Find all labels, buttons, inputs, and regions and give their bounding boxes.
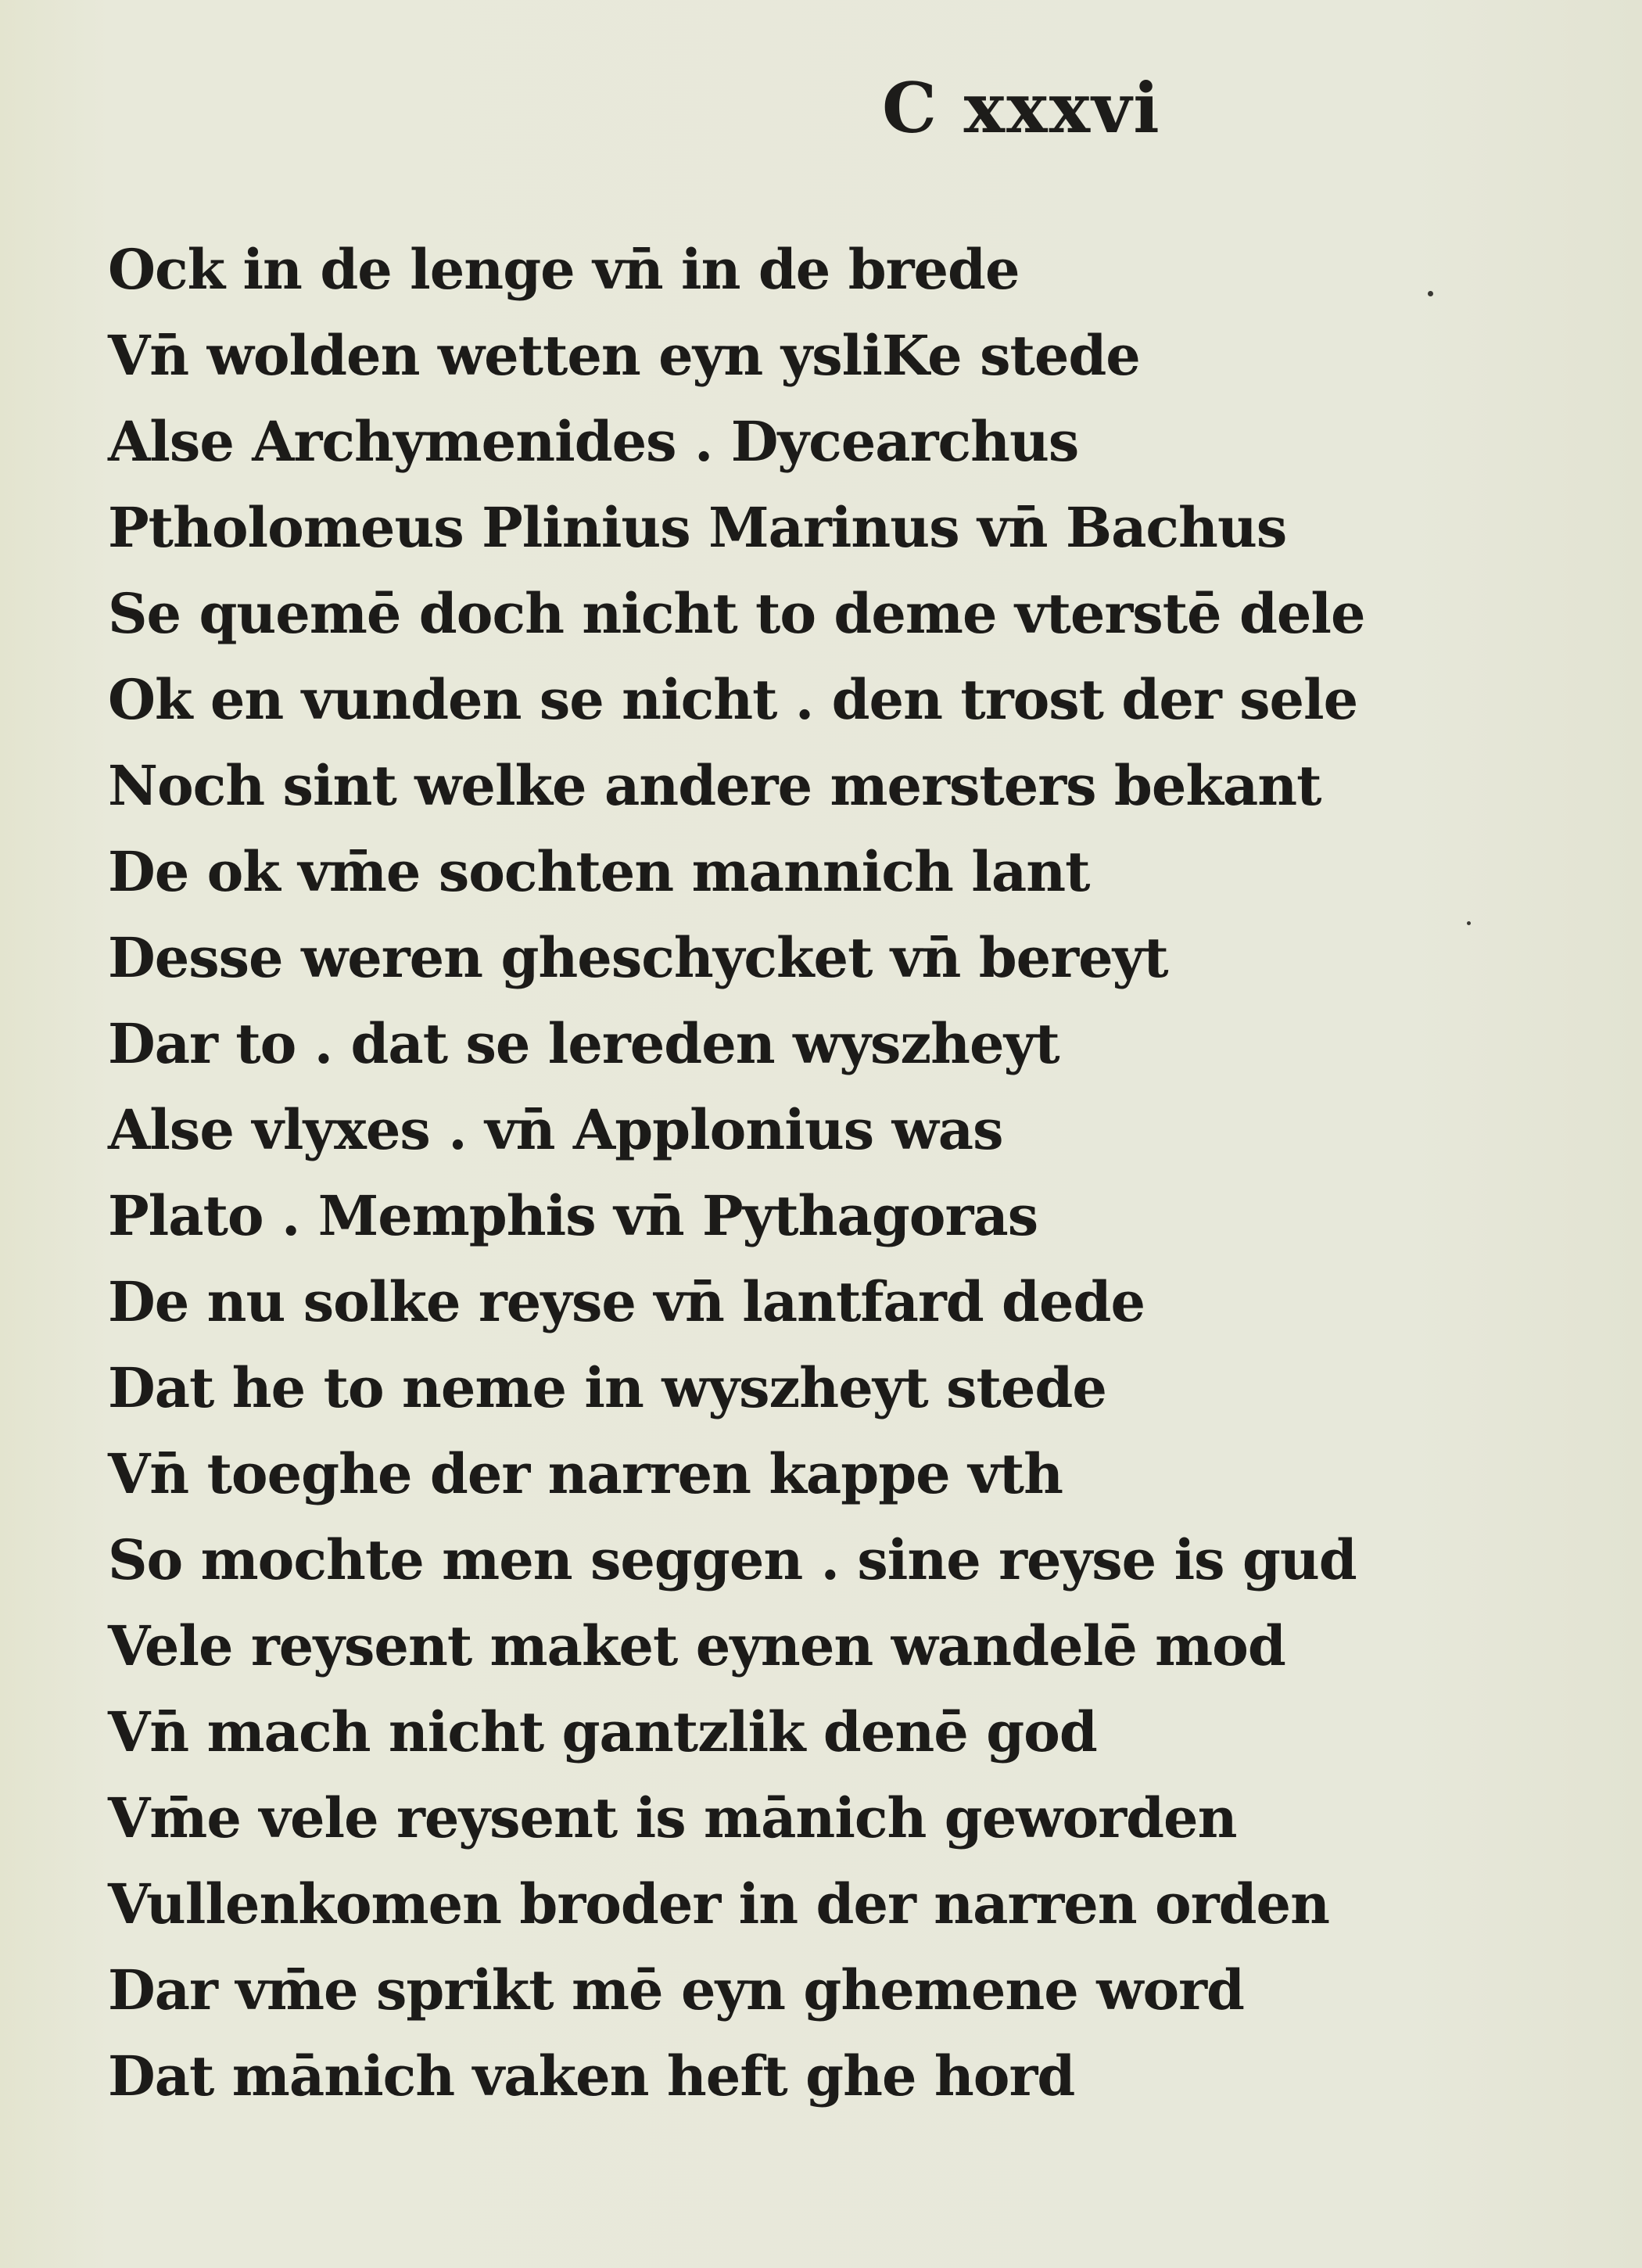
- verse-line: Alse vlyxes . vn̄ Applonius was: [108, 1097, 1003, 1162]
- verse-line: Vn̄ toeghe der narren kappe vth: [108, 1441, 1063, 1506]
- folio-number: C xxxvi: [882, 67, 1161, 149]
- verse-line: So mochte men seggen . sine reyse is gud: [108, 1527, 1357, 1592]
- verse-block: [108, 227, 1365, 2119]
- verse-line: Ock in de lenge vn̄ in de brede: [108, 237, 1020, 302]
- verse-line: Vele reysent maket eynen wandelē mod: [108, 1613, 1285, 1678]
- verse-line: Noch sint welke andere mersters bekant: [108, 753, 1321, 818]
- paper-speck: [1428, 291, 1433, 296]
- paper-speck: [1467, 921, 1471, 925]
- verse-line: Vn̄ mach nicht gantzlik denē god: [108, 1699, 1097, 1764]
- verse-line: Plato . Memphis vn̄ Pythagoras: [108, 1183, 1038, 1248]
- verse-line: Dat mānich vaken heft ghe hord: [108, 2044, 1075, 2108]
- verse-line: Vm̄e vele reysent is mānich geworden: [108, 1785, 1237, 1850]
- verse-line: Vn̄ wolden wetten eyn ysliKe stede: [108, 323, 1140, 388]
- verse-line: De ok vm̄e sochten mannich lant: [108, 839, 1090, 904]
- verse-line: Dar vm̄e sprikt mē eyn ghemene word: [108, 1958, 1244, 2022]
- verse-line: Ptholomeus Plinius Marinus vn̄ Bachus: [108, 495, 1287, 560]
- verse-line: Alse Archymenides . Dycearchus: [108, 409, 1079, 474]
- verse-line: Ok en vunden se nicht . den trost der sele: [108, 667, 1358, 732]
- verse-line: Se quemē doch nicht to deme vterstē dele: [108, 581, 1365, 646]
- verse-line: Dar to . dat se lereden wyszheyt: [108, 1011, 1059, 1076]
- verse-line: Desse weren gheschycket vn̄ bereyt: [108, 925, 1168, 990]
- verse-line: De nu solke reyse vn̄ lantfard dede: [108, 1269, 1145, 1334]
- verse-line: Dat he to neme in wyszheyt stede: [108, 1355, 1106, 1420]
- verse-line: Vullenkomen broder in der narren orden: [108, 1871, 1329, 1936]
